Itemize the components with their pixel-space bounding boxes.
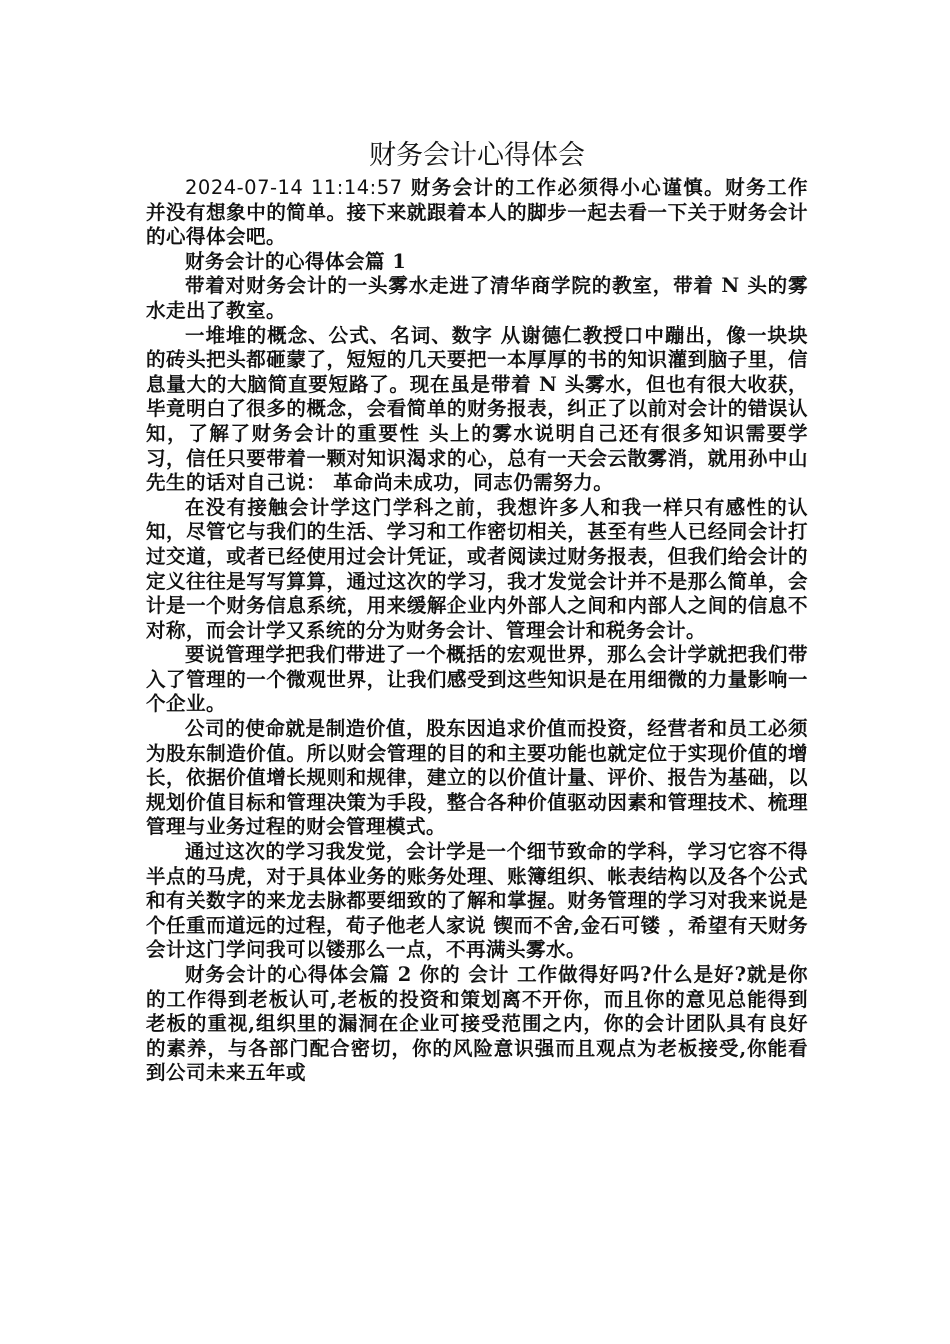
body-paragraph: 一堆堆的概念、公式、名词、数字 从谢德仁教授口中蹦出，像一块块的砖头把头都砸蒙了，短短的几天要把一本厚厚的书的知识灌到脑子里，信息量大的大脑简直要短路了。现在虽是带着 N 头雾水，但也有很大收获，毕竟明白了很多的概念，会看简单的财务报表，纠正了以前对会计的错误认知，了解了财务会计的重要性 头上的雾水说明自己还有很多知识需要学习，信任只要带着一颗对知识渴求的心，总有一天会云散雾消，就用孙中山先生的话对自己说： 革命尚未成功，同志仍需努力。 bbox=[146, 323, 808, 495]
body-paragraph: 带着对财务会计的一头雾水走进了清华商学院的教室，带着 N 头的雾水走出了教室。 bbox=[146, 274, 808, 322]
intro-paragraph bbox=[146, 176, 808, 250]
body-paragraph: 在没有接触会计学这门学科之前，我想许多人和我一样只有感性的认知，尽管它与我们的生活、学习和工作密切相关，甚至有些人已经同会计打过交道，或者已经使用过会计凭证，或者阅读过财务报表，但我们给会计的定义往往是写写算算，通过这次的学习，我才发觉会计并不是那么简单，会计是一个财务信息系统，用来缓解企业内外部人之间和内部人之间的信息不对称，而会计学又系统的分为财务会计、管理会计和税务会计。 bbox=[146, 495, 808, 642]
section-2-paragraph: 财务会计的心得体会篇 2 你的 会计 工作做得好吗?什么是好?就是你的工作得到老板认可,老板的投资和策划离不开你，而且你的意见总能得到老板的重视,组织里的漏洞在企业可接受范围之内，你的会计团队具有良好的素养，与各部门配合密切，你的风险意识强而且观点为老板接受,你能看到公司未来五年或 bbox=[146, 963, 808, 1085]
body-paragraph: 公司的使命就是制造价值，股东因追求价值而投资，经营者和员工必须为股东制造价值。所以财会管理的目的和主要功能也就定位于实现价值的增长，依据价值增长规则和规律，建立的以价值计量、评价、报告为基础，以规划价值目标和管理决策为手段，整合各种价值驱动因素和管理技术、梳理管理与业务过程的财会管理模式。 bbox=[146, 717, 808, 839]
document-page bbox=[146, 136, 808, 1086]
body-paragraph: 通过这次的学习我发觉，会计学是一个细节致命的学科，学习它容不得半点的马虎，对于具体业务的账务处理、账簿组织、帐表结构以及各个公式和有关数字的来龙去脉都要细致的了解和掌握。财务管理的学习对我来说是个任重而道远的过程，荀子他老人家说 锲而不舍,金石可镂 ，希望有天财务会计这门学问我可以镂那么一点，不再满头雾水。 bbox=[146, 840, 808, 962]
timestamp: 2024-07-14 11:14:57 bbox=[185, 176, 403, 199]
section-heading-1: 财务会计的心得体会篇 1 bbox=[185, 249, 407, 273]
document-title: 财务会计心得体会 bbox=[369, 140, 585, 171]
intro-text: 财务会计的工作必须得小心谨慎。财务工作并没有想象中的简单。接下来就跟着本人的脚步一起去看一下关于财务会计的心得体会吧。 bbox=[146, 176, 808, 249]
body-paragraph: 要说管理学把我们带进了一个概括的宏观世界，那么会计学就把我们带入了管理的一个微观世界，让我们感受到这些知识是在用细微的力量影响一个企业。 bbox=[146, 643, 808, 716]
